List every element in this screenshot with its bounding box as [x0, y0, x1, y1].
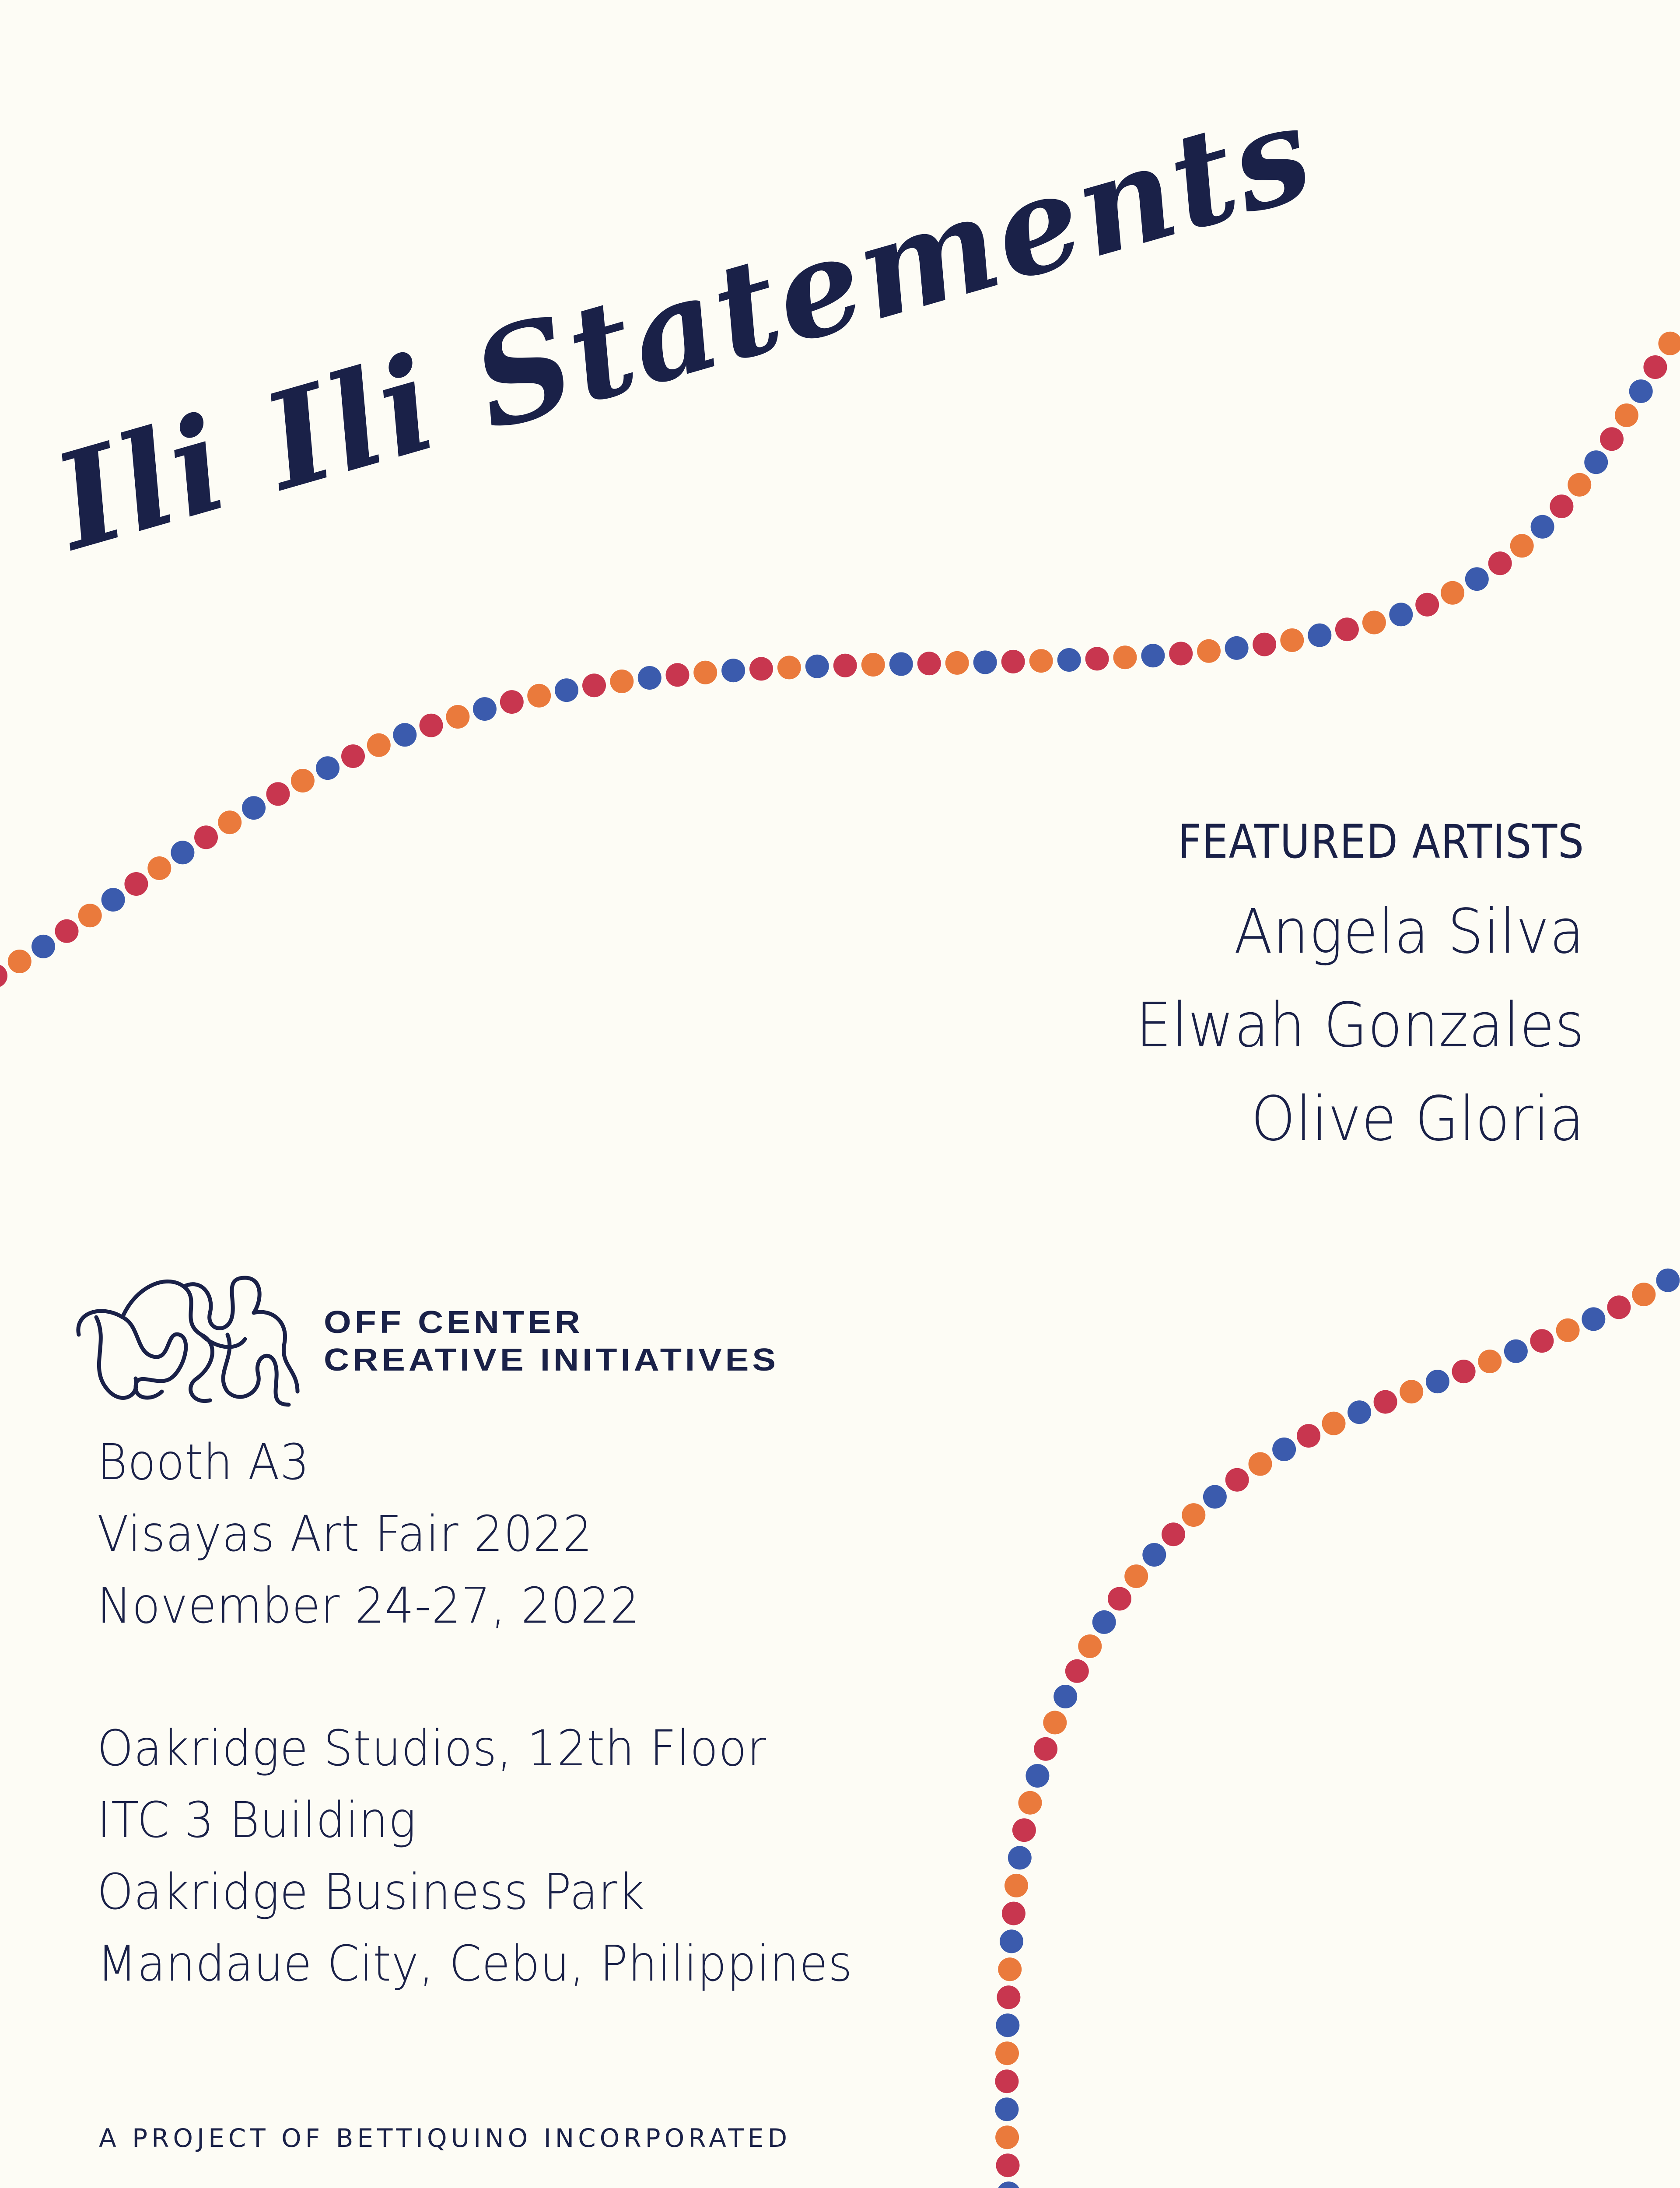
bead-top	[8, 950, 32, 973]
artist-name-2: Elwah Gonzales	[1136, 990, 1585, 1062]
bead-top	[1253, 633, 1276, 656]
bead-bottom	[1124, 1564, 1148, 1588]
bead-top	[555, 678, 578, 702]
bead-bottom	[997, 1985, 1020, 2009]
bead-top	[1335, 617, 1359, 641]
bead-top	[1568, 473, 1591, 497]
bead-top	[917, 652, 941, 675]
bead-top	[833, 654, 857, 677]
bead-top	[1362, 611, 1386, 635]
bead-top	[218, 810, 242, 834]
bead-bottom	[1426, 1370, 1449, 1393]
bead-bottom	[1504, 1339, 1528, 1363]
bead-top	[610, 670, 634, 693]
bead-top	[316, 756, 340, 780]
bead-bottom	[1034, 1737, 1057, 1761]
bead-bottom	[1249, 1452, 1272, 1476]
bead-bottom	[1272, 1438, 1296, 1461]
bead-top	[1584, 450, 1608, 474]
organizer-name-line-2: CREATIVE INITIATIVES	[324, 1343, 779, 1378]
bead-top	[266, 782, 290, 806]
bead-bottom	[995, 2041, 1019, 2065]
bead-bottom	[1026, 1764, 1049, 1788]
bead-top	[147, 856, 171, 880]
venue-line-4: Mandaue City, Cebu, Philippines	[97, 1936, 853, 1992]
bead-bottom	[997, 2181, 1021, 2188]
bead-top	[1488, 551, 1512, 575]
bead-bottom	[1008, 1846, 1032, 1869]
bead-top	[171, 841, 194, 864]
organizer-logo	[70, 1269, 779, 1413]
bead-bottom	[1452, 1360, 1476, 1383]
bead-bottom	[1225, 1468, 1249, 1492]
bead-top	[1600, 427, 1624, 451]
bead-top	[500, 690, 524, 714]
bead-top	[693, 661, 717, 684]
bead-bottom	[1203, 1485, 1227, 1509]
bead-bottom	[1012, 1818, 1036, 1842]
bead-top	[1001, 650, 1025, 673]
bead-bottom	[1000, 1929, 1023, 1953]
bead-top	[1225, 636, 1249, 660]
event-info-block	[97, 1427, 901, 2000]
bead-top	[291, 769, 315, 792]
bead-top	[1169, 642, 1193, 666]
bead-top	[341, 744, 365, 768]
bead-top	[1197, 639, 1221, 663]
bead-top	[1465, 567, 1489, 591]
bead-top	[1308, 624, 1331, 647]
bead-bottom	[995, 2069, 1018, 2093]
bead-bottom	[1530, 1329, 1554, 1353]
bead-bottom	[1400, 1380, 1423, 1403]
bead-top	[1510, 534, 1534, 558]
bead-top	[1531, 515, 1554, 539]
bead-top	[446, 705, 469, 729]
spacer	[97, 1642, 901, 1713]
bead-top	[1658, 332, 1680, 355]
bead-bottom	[1108, 1587, 1131, 1611]
bead-top	[805, 655, 829, 678]
bead-top	[102, 888, 125, 912]
bead-bottom	[996, 2153, 1020, 2177]
bead-top	[194, 825, 218, 849]
bead-top	[1629, 379, 1653, 403]
artist-name-1: Angela Silva	[1234, 896, 1585, 968]
bead-top	[242, 796, 266, 820]
bead-top	[945, 651, 969, 675]
venue-line-2: ITC 3 Building	[97, 1792, 416, 1849]
poster-title: Ili Ili Statements	[39, 74, 1330, 580]
bead-top	[1441, 581, 1464, 605]
bead-top	[1615, 403, 1638, 427]
venue-line-3: Oakridge Business Park	[97, 1864, 645, 1921]
bead-bottom	[995, 2125, 1019, 2149]
bead-top	[124, 872, 148, 896]
bead-bottom	[1142, 1543, 1166, 1567]
bead-top	[78, 904, 102, 927]
bead-top	[861, 653, 885, 677]
bead-top	[973, 651, 997, 674]
bead-bottom	[1348, 1400, 1371, 1424]
bead-top	[1415, 593, 1439, 617]
bead-top	[666, 663, 690, 687]
bead-top	[1280, 628, 1304, 652]
bottom-bead-strand-path	[1007, 1269, 1680, 2188]
organizer-name	[324, 1304, 779, 1379]
bead-top	[1085, 647, 1109, 670]
bead-bottom	[1582, 1307, 1605, 1331]
bead-bottom	[1632, 1283, 1656, 1306]
bead-top	[55, 919, 79, 943]
bead-bottom	[1182, 1503, 1205, 1527]
bead-bottom	[1054, 1685, 1077, 1708]
bead-top	[1057, 648, 1081, 672]
bead-bottom	[1297, 1424, 1320, 1448]
bead-bottom	[1322, 1412, 1346, 1435]
bead-top	[1643, 355, 1667, 379]
venue-line-1: Oakridge Studios, 12th Floor	[97, 1720, 766, 1777]
bead-bottom	[1018, 1791, 1042, 1815]
featured-artists-heading: FEATURED ARTISTS	[1178, 815, 1585, 869]
bead-top	[638, 666, 662, 690]
off-center-scribble-logo-icon	[70, 1269, 306, 1413]
bead-top	[367, 733, 391, 757]
bead-bottom	[1374, 1390, 1397, 1414]
bead-top	[582, 673, 606, 697]
bead-top	[1550, 494, 1573, 518]
bead-top	[473, 697, 497, 721]
bead-bottom	[1004, 1874, 1028, 1897]
bead-top	[1029, 649, 1053, 673]
bead-top	[393, 723, 416, 747]
bead-top	[1389, 603, 1413, 626]
bead-bottom	[1556, 1318, 1580, 1342]
bead-top	[1141, 644, 1165, 667]
bead-top	[749, 657, 773, 680]
fair-name: Visayas Art Fair 2022	[97, 1506, 593, 1563]
bead-bottom	[996, 2013, 1019, 2037]
bead-bottom	[1092, 1610, 1116, 1634]
bead-bottom	[1065, 1659, 1089, 1683]
featured-artists-block	[1097, 814, 1585, 1166]
bead-top	[721, 659, 745, 682]
organizer-name-line-1: OFF CENTER	[324, 1305, 584, 1340]
footer-credit: A PROJECT OF BETTIQUINO INCORPORATED	[99, 2123, 791, 2153]
bead-bottom	[1478, 1350, 1502, 1373]
bead-top	[1113, 645, 1137, 669]
bead-bottom	[1162, 1522, 1185, 1546]
bead-top	[420, 714, 443, 737]
bead-bottom	[1607, 1295, 1631, 1319]
bead-top	[889, 652, 913, 676]
artist-name-3: Olive Gloria	[1251, 1083, 1585, 1155]
bead-top	[777, 656, 801, 679]
event-dates: November 24-27, 2022	[97, 1578, 640, 1634]
bead-bottom	[998, 1957, 1022, 1981]
bead-top	[32, 935, 55, 958]
bead-top	[0, 964, 7, 988]
bead-bottom	[995, 2097, 1018, 2121]
bead-bottom	[1043, 1711, 1067, 1734]
bead-top	[527, 684, 551, 708]
bead-bottom	[1656, 1269, 1680, 1292]
bead-bottom	[1078, 1634, 1102, 1658]
booth-number: Booth A3	[97, 1434, 310, 1491]
bead-bottom	[1002, 1902, 1026, 1925]
